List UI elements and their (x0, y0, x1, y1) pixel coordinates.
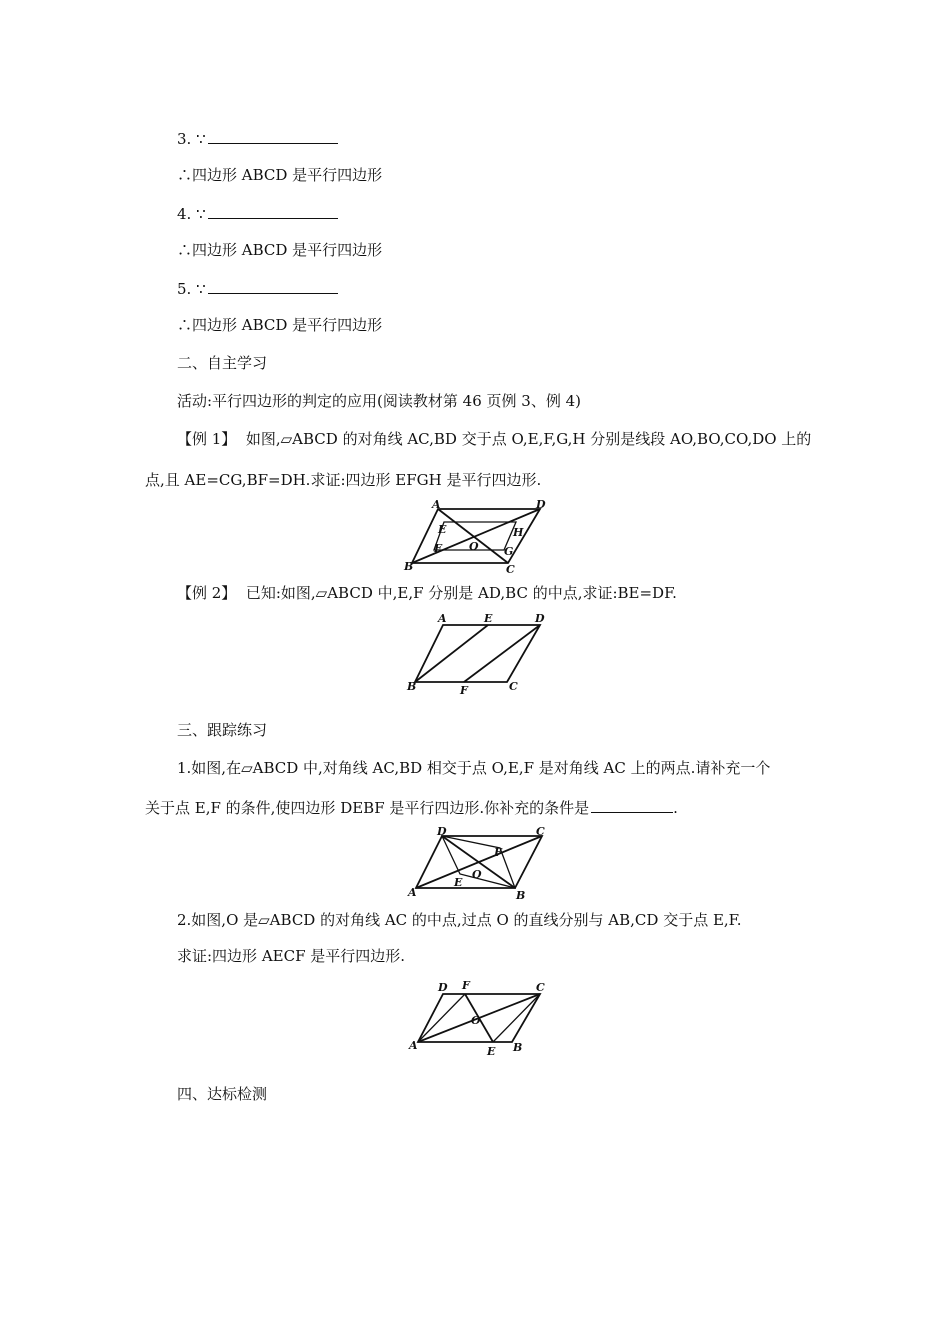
label-e: E (438, 523, 447, 536)
label-a: A (438, 612, 447, 625)
label-o: O (469, 540, 479, 553)
step-4-therefore: ∴四边形 ABCD 是平行四边形 (177, 241, 383, 259)
diagonal-ac (438, 509, 508, 563)
label-e: E (454, 876, 463, 889)
because-symbol: ∵ (196, 280, 206, 298)
label-e: E (487, 1045, 496, 1058)
label-g: G (504, 545, 514, 558)
label-h: H (513, 526, 524, 539)
label-d: D (535, 612, 545, 625)
step-number: 3. (177, 130, 192, 148)
label-b: B (404, 560, 414, 573)
label-f: F (494, 846, 502, 859)
step-number: 4. (177, 205, 192, 223)
label-c: C (509, 680, 518, 693)
label-e: E (484, 612, 493, 625)
step-3-therefore: ∴四边形 ABCD 是平行四边形 (177, 166, 383, 184)
step-4-because (177, 204, 338, 224)
figure-example-1 (400, 498, 550, 576)
question-1-line-2 (145, 798, 678, 818)
because-symbol: ∵ (196, 205, 206, 223)
answer-blank[interactable] (208, 129, 338, 144)
period: . (673, 799, 678, 817)
label-f: F (460, 684, 468, 697)
label-d: D (536, 498, 546, 511)
example-2-text: 已知:如图,▱ABCD 中,E,F 分别是 AD,BC 的中点,求证:BE=DF. (245, 584, 677, 602)
example-1-text: 如图,▱ABCD 的对角线 AC,BD 交于点 O,E,F,G,H 分别是线段 AO,BO,CO,DO 上的 (245, 430, 812, 448)
label-a: A (409, 1039, 418, 1052)
label-f: F (434, 542, 442, 555)
label-c: C (506, 563, 515, 576)
example-1-label: 【例 1】 (177, 430, 237, 448)
label-b: B (516, 889, 526, 902)
step-5-because (177, 279, 338, 299)
question-1-line-1: 1.如图,在▱ABCD 中,对角线 AC,BD 相交于点 O,E,F 是对角线 AC 上的两点.请补充一个 (177, 759, 771, 777)
segment-af (418, 994, 465, 1042)
activity-text: 活动:平行四边形的判定的应用(阅读教材第 46 页例 3、例 4) (177, 392, 582, 410)
example-1-line-1 (177, 429, 811, 449)
section-heading-self-study: 二、自主学习 (177, 354, 268, 372)
answer-blank[interactable] (208, 279, 338, 294)
example-1-line-2: 点,且 AE=CG,BF=DH.求证:四边形 EFGH 是平行四边形. (145, 471, 542, 489)
label-a: A (408, 886, 417, 899)
example-2-label: 【例 2】 (177, 584, 237, 602)
step-5-therefore: ∴四边形 ABCD 是平行四边形 (177, 316, 383, 334)
question-2-line-2: 求证:四边形 AECF 是平行四边形. (177, 947, 406, 965)
label-a: A (432, 498, 441, 511)
question-2-line-1: 2.如图,O 是▱ABCD 的对角线 AC 的中点,过点 O 的直线分别与 AB,CD 交于点 E,F. (177, 911, 742, 929)
answer-blank[interactable] (591, 798, 673, 813)
because-symbol: ∵ (196, 130, 206, 148)
figure-question-2 (405, 977, 550, 1059)
step-3-because (177, 129, 338, 149)
segment-be (415, 625, 488, 682)
label-c: C (536, 981, 545, 994)
label-o: O (472, 868, 482, 881)
label-d: D (438, 981, 448, 994)
label-o: O (471, 1014, 481, 1027)
example-2-line (177, 583, 677, 603)
step-number: 5. (177, 280, 192, 298)
question-1-text: 关于点 E,F 的条件,使四边形 DEBF 是平行四边形.你补充的条件是 (145, 799, 590, 817)
section-heading-assessment: 四、达标检测 (177, 1085, 268, 1103)
answer-blank[interactable] (208, 204, 338, 219)
label-b: B (513, 1041, 523, 1054)
section-heading-practice: 三、跟踪练习 (177, 721, 268, 739)
label-f: F (462, 979, 470, 992)
figure-question-1 (405, 826, 550, 902)
label-c: C (536, 825, 545, 838)
segment-df (464, 625, 540, 682)
label-b: B (407, 680, 417, 693)
figure-example-2 (405, 612, 550, 697)
label-d: D (437, 825, 447, 838)
